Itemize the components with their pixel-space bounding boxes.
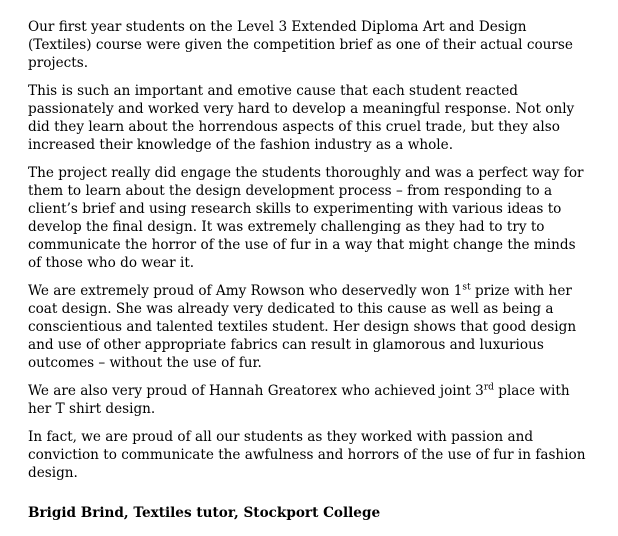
- hannah-text-before: We are also very proud of Hannah Greatorex who achieved joint 3: [28, 383, 484, 399]
- hannah-ordinal-suffix: rd: [483, 382, 494, 393]
- amy-text-after: prize with her coat design. She was already very dedicated to this cause as well as being a conscientious and talented textiles student. Her design shows that good design and use of other appropriate fabrics can result in glamorous and luxurious outcomes – without the use of fur.: [28, 283, 577, 371]
- signature: Brigid Brind, Textiles tutor, Stockport College: [28, 505, 381, 521]
- paragraph-amy-rowson: [28, 282, 588, 372]
- paragraph-course-intro: Our first year students on the Level 3 Extended Diploma Art and Design (Textiles) course were given the competition brief as one of their actual course projects.: [28, 19, 573, 71]
- amy-text-before: We are extremely proud of Amy Rowson who deservedly won 1: [28, 283, 463, 299]
- paragraph-hannah-greatorex: [28, 382, 588, 418]
- paragraph-cause: This is such an important and emotive cause that each student reacted passionately and worked very hard to develop a meaningful response. Not only did they learn about the horrendous aspects of this cruel trade, but they also increased their knowledge of the fashion industry as a whole.: [28, 83, 575, 153]
- amy-ordinal-suffix: st: [462, 282, 471, 293]
- paragraph-closing: In fact, we are proud of all our students as they worked with passion and conviction to communicate the awfulness and horrors of the use of fur in fashion design.: [28, 429, 586, 481]
- hannah-text-after: place with her T shirt design.: [28, 383, 570, 417]
- paragraph-project: The project really did engage the students thoroughly and was a perfect way for them to learn about the design development process – from responding to a client’s brief and using research skills to experimenting with various ideas to develop the final design. It was extremely challenging as they had to try to communicate the horror of the use of fur in a way that might change the minds of those who do wear it.: [28, 165, 584, 271]
